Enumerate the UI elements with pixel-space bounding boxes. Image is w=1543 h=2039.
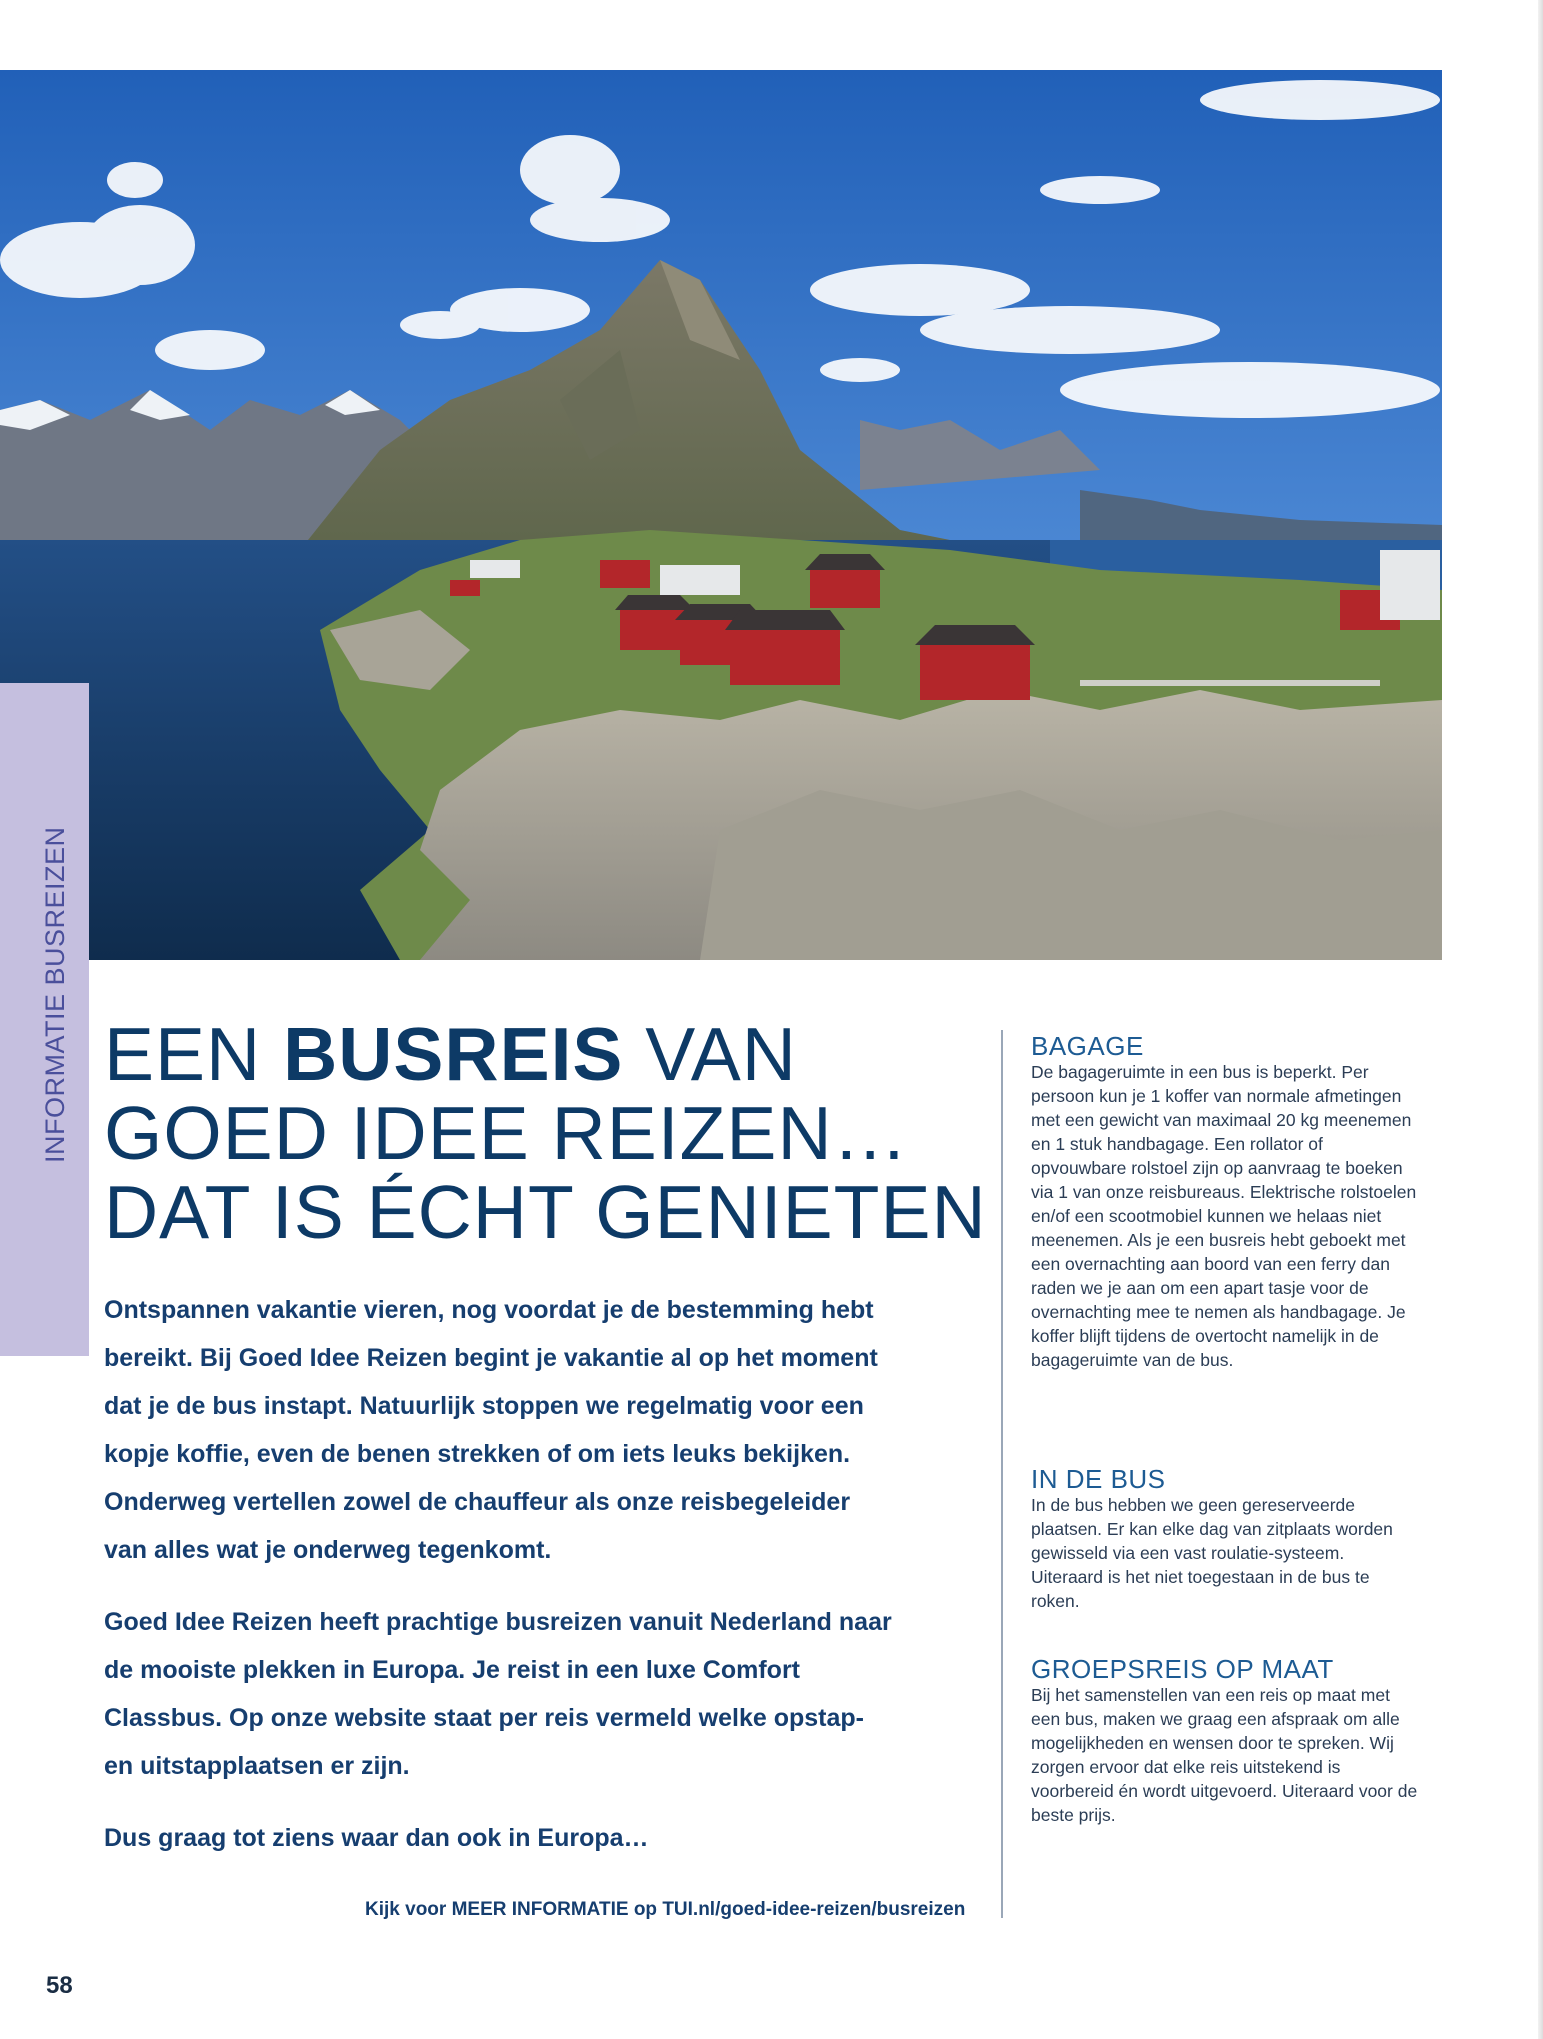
page-edge	[1538, 0, 1543, 2039]
section-body: Bij het samenstellen van een reis op maat met een bus, maken we graag een afspraak om alle mogelijkheden en wensen door te spreken. Wij zorgen ervoor dat elke reis uitstekend is voorbereid én wordt uitgevoerd. Uiteraard voor de beste prijs.	[1031, 1685, 1418, 1825]
headline-line-3: DAT IS ÉCHT GENIETEN	[104, 1170, 987, 1254]
intro-text	[104, 1286, 894, 1886]
hero-photo	[0, 70, 1442, 960]
section-title: GROEPSREIS OP MAAT	[1031, 1654, 1334, 1684]
side-tab-label: INFORMATIE BUSREIZEN	[40, 826, 70, 1163]
more-info-link[interactable]: Kijk voor MEER INFORMATIE op TUI.nl/goed-idee-reizen/busreizen	[365, 1899, 966, 1920]
page-number: 58	[46, 1972, 73, 1999]
intro-paragraph: Ontspannen vakantie vieren, nog voordat je de bestemming hebt bereikt. Bij Goed Idee Reizen begint je vakantie al op het moment dat je de bus instapt. Natuurlijk stoppen we regelmatig voor een kopje koffie, even de benen strekken of om iets leuks bekijken. Onderweg vertellen zowel de chauffeur als onze reisbegeleider van alles wat je onderweg tegenkomt.	[104, 1296, 878, 1564]
intro-paragraph: Dus graag tot ziens waar dan ook in Europa…	[104, 1824, 649, 1852]
section-title: BAGAGE	[1031, 1031, 1144, 1061]
section-groepsreis	[1031, 1655, 1421, 1827]
section-in-de-bus	[1031, 1465, 1421, 1613]
column-divider	[1001, 1030, 1003, 1918]
section-title: IN DE BUS	[1031, 1464, 1166, 1494]
section-body: In de bus hebben we geen gereserveerde plaatsen. Er kan elke dag van zitplaats worden gewisseld via een vast roulatie-systeem. Uiteraard is het niet toegestaan in de bus te roken.	[1031, 1495, 1393, 1611]
section-bagage	[1031, 1032, 1421, 1372]
headline-text: VAN	[623, 1012, 797, 1096]
intro-paragraph: Goed Idee Reizen heeft prachtige busreizen vanuit Nederland naar de mooiste plekken in Europa. Je reist in een luxe Comfort Classbus. Op onze website staat per reis vermeld welke opstap- en uitstapplaatsen er zijn.	[104, 1608, 892, 1780]
headline-bold: BUSREIS	[283, 1012, 624, 1096]
headline-line-2: GOED IDEE REIZEN…	[104, 1091, 909, 1175]
headline-text: EEN	[104, 1012, 284, 1096]
page-headline	[104, 1012, 987, 1254]
section-body: De bagageruimte in een bus is beperkt. Per persoon kun je 1 koffer van normale afmetingen met een gewicht van maximaal 20 kg meenemen en 1 stuk handbagage. Een rollator of opvouwbare rolstoel zijn op aanvraag te boeken via 1 van onze reisbureaus. Elektrische rolstoelen en/of een scootmobiel kunnen we helaas niet meenemen. Als je een busreis hebt geboekt met een overnachting aan boord van een ferry dan raden we je aan om een apart tasje voor de overnachting mee te nemen als handbagage. Je koffer blijft tijdens de overtocht namelijk in de bagageruimte van de bus.	[1031, 1062, 1417, 1370]
